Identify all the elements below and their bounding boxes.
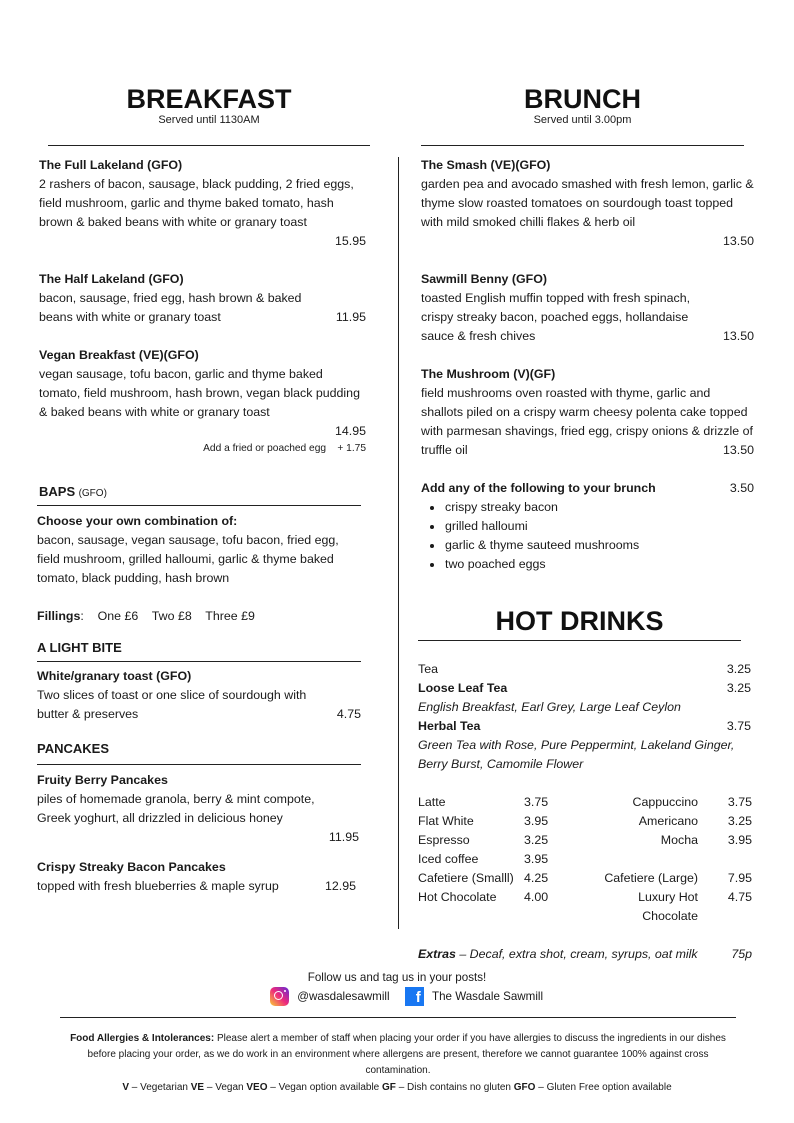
item-price: 11.95 bbox=[328, 830, 359, 844]
addon-label: Add a fried or poached egg bbox=[203, 443, 327, 454]
item-name: The Mushroom (V)(GF) bbox=[421, 367, 556, 381]
drink-price: 3.25 bbox=[727, 814, 752, 828]
drink-name: Americano bbox=[638, 814, 698, 828]
baps-choose: Choose your own combination of: bbox=[37, 514, 238, 528]
key-code: V bbox=[122, 1082, 129, 1093]
social-links bbox=[270, 987, 543, 1006]
item-desc: garden pea and avocado smashed with fresh lemon, garlic & thyme slow roasted tomatoes on sourdough toast topped with mild smoked chilli flakes & herb oil bbox=[421, 177, 754, 229]
drink-name: Cafetiere (Large) bbox=[604, 871, 698, 885]
drink-row bbox=[418, 717, 752, 736]
item-name: The Half Lakeland (GFO) bbox=[39, 272, 184, 286]
fillings-label: Fillings bbox=[37, 609, 81, 623]
drink-name: Luxury Hot Chocolate bbox=[638, 890, 698, 923]
breakfast-title: BREAKFAST bbox=[126, 84, 292, 114]
item-price: 11.95 bbox=[335, 310, 366, 324]
drink-price: 3.75 bbox=[727, 795, 752, 809]
brunch-subtitle: Served until 3.00pm bbox=[533, 114, 632, 126]
item-name: White/granary toast (GFO) bbox=[37, 669, 192, 683]
baps-tag: (GFO) bbox=[78, 488, 107, 499]
drink-name: Espresso bbox=[418, 833, 470, 847]
instagram-icon[interactable] bbox=[270, 987, 289, 1006]
breakfast-addon bbox=[39, 441, 366, 456]
drink-row bbox=[418, 679, 752, 698]
baps-body bbox=[37, 512, 364, 626]
item-price: 12.95 bbox=[324, 879, 356, 893]
breakfast-item bbox=[39, 270, 366, 327]
divider bbox=[48, 145, 370, 146]
divider bbox=[421, 145, 744, 146]
item-desc: toasted English muffin topped with fresh spinach, crispy streaky bacon, poached eggs, hollandaise sauce & fresh chives bbox=[421, 291, 691, 343]
item-price: 14.95 bbox=[334, 424, 366, 438]
drink-name: Latte bbox=[418, 795, 446, 809]
drink-price: 4.25 bbox=[524, 871, 549, 885]
hot-drinks-list bbox=[418, 660, 752, 964]
key-meaning: – Gluten Free option available bbox=[538, 1082, 672, 1093]
addon-price: 3.50 bbox=[729, 481, 754, 495]
brunch-item bbox=[421, 156, 754, 251]
brunch-items bbox=[421, 156, 754, 574]
drink-price: 3.25 bbox=[524, 833, 549, 847]
key-code: GF bbox=[382, 1082, 396, 1093]
brunch-addon-list bbox=[421, 498, 754, 574]
drink-price: 3.25 bbox=[726, 681, 751, 695]
key-code: VEO bbox=[246, 1082, 268, 1093]
item-price: 13.50 bbox=[722, 443, 754, 457]
pancake-item bbox=[37, 858, 361, 896]
extras-row bbox=[418, 945, 752, 964]
brunch-header bbox=[421, 84, 744, 127]
list-item: grilled halloumi bbox=[421, 517, 754, 536]
facebook-icon[interactable]: f bbox=[405, 987, 424, 1006]
item-desc: vegan sausage, tofu bacon, garlic and thyme baked tomato, field mushroom, hash brown, vegan black pudding & baked beans with white or granary toast bbox=[39, 367, 360, 419]
key-code: GFO bbox=[513, 1082, 536, 1093]
drink-desc: Green Tea with Rose, Pure Peppermint, Lakeland Ginger, Berry Burst, Camomile Flower bbox=[418, 738, 735, 771]
divider bbox=[37, 661, 361, 662]
item-price: 15.95 bbox=[334, 234, 366, 248]
allergy-text: Please alert a member of staff when placing your order if you have allergies to discuss the ingredients in our dishes before placing your order, as we do work in an environment where allergens are present, therefore we cannot guarantee 100% against cross contamination. bbox=[87, 1033, 726, 1076]
brunch-title: BRUNCH bbox=[524, 84, 641, 114]
item-desc: piles of homemade granola, berry & mint compote, Greek yoghurt, all drizzled in delicious honey bbox=[37, 792, 315, 825]
baps-title: BAPS bbox=[39, 484, 76, 499]
column-divider bbox=[398, 157, 399, 929]
item-price: 13.50 bbox=[722, 329, 754, 343]
facebook-page[interactable]: The Wasdale Sawmill bbox=[432, 990, 544, 1003]
drink-price: 3.75 bbox=[726, 719, 751, 733]
item-desc: topped with fresh blueberries & maple syrup bbox=[37, 879, 279, 893]
key-meaning: – Vegetarian bbox=[131, 1082, 188, 1093]
baps-fillings: Fillings: One £6 Two £8 Three £9 bbox=[37, 609, 255, 623]
item-desc: field mushrooms oven roasted with thyme, garlic and shallots piled on a crispy warm cheesy polenta cake topped with parmesan shavings, fried egg, crispy onions & drizzle of truffle oil bbox=[421, 386, 753, 457]
divider bbox=[60, 1017, 736, 1018]
item-name: Crispy Streaky Bacon Pancakes bbox=[37, 860, 226, 874]
extras-text: – Decaf, extra shot, cream, syrups, oat milk bbox=[459, 947, 698, 961]
item-desc: Two slices of toast or one slice of sourdough with butter & preserves bbox=[37, 688, 307, 721]
social-prompt: Follow us and tag us in your posts! bbox=[307, 971, 487, 984]
divider bbox=[418, 640, 741, 641]
drink-row bbox=[418, 660, 752, 679]
key-meaning: – Vegan bbox=[206, 1082, 244, 1093]
light-bite-item bbox=[37, 667, 361, 724]
item-name: The Full Lakeland (GFO) bbox=[39, 158, 183, 172]
drink-price: 3.95 bbox=[524, 814, 549, 828]
key-code: VE bbox=[190, 1082, 205, 1093]
baps-header bbox=[39, 483, 107, 502]
item-name: Vegan Breakfast (VE)(GFO) bbox=[39, 348, 199, 362]
item-name: Sawmill Benny (GFO) bbox=[421, 272, 547, 286]
divider bbox=[37, 764, 361, 765]
breakfast-item bbox=[39, 346, 366, 441]
list-item: two poached eggs bbox=[421, 555, 754, 574]
drink-price: 3.95 bbox=[727, 833, 752, 847]
breakfast-header bbox=[48, 84, 370, 127]
drink-name: Cafetiere (Smalll) bbox=[418, 871, 514, 885]
divider bbox=[37, 505, 361, 506]
drink-price: 4.00 bbox=[524, 890, 549, 904]
addon-price: + 1.75 bbox=[337, 443, 366, 454]
extras-label: Extras bbox=[418, 947, 456, 961]
drink-name: Herbal Tea bbox=[418, 719, 481, 733]
breakfast-item bbox=[39, 156, 366, 251]
drink-name: Loose Leaf Tea bbox=[418, 681, 508, 695]
drink-price: 7.95 bbox=[727, 871, 752, 885]
addon-title: Add any of the following to your brunch bbox=[421, 481, 656, 495]
item-price: 4.75 bbox=[336, 707, 361, 721]
drink-price: 3.95 bbox=[524, 852, 549, 866]
drink-price bbox=[712, 850, 752, 869]
extras-price: 75p bbox=[731, 947, 752, 961]
brunch-item bbox=[421, 270, 754, 346]
pancake-items bbox=[37, 771, 361, 896]
breakfast-subtitle: Served until 1130AM bbox=[158, 114, 260, 126]
drink-price: 4.75 bbox=[727, 890, 752, 904]
pancake-item bbox=[37, 771, 361, 847]
allergy-label: Food Allergies & Intolerances: bbox=[70, 1033, 215, 1044]
item-name: Fruity Berry Pancakes bbox=[37, 773, 168, 787]
drink-name: Cappuccino bbox=[632, 795, 698, 809]
hot-drinks-title: HOT DRINKS bbox=[495, 606, 664, 636]
drink-name: Tea bbox=[418, 662, 438, 676]
item-name: The Smash (VE)(GFO) bbox=[421, 158, 551, 172]
key-meaning: – Vegan option available bbox=[270, 1082, 380, 1093]
coffee-grid bbox=[418, 793, 752, 926]
baps-desc: bacon, sausage, vegan sausage, tofu bacon, fried egg, field mushroom, grilled halloumi, garlic & thyme baked tomato, black pudding, hash brown bbox=[37, 533, 339, 585]
instagram-handle[interactable]: @wasdalesawmill bbox=[297, 990, 390, 1003]
allergen-key bbox=[0, 1080, 794, 1096]
pancakes-title: PANCAKES bbox=[37, 741, 109, 756]
drink-name: Flat White bbox=[418, 814, 474, 828]
light-bite-title: A LIGHT BITE bbox=[37, 640, 122, 655]
key-meaning: – Dish contains no gluten bbox=[398, 1082, 511, 1093]
list-item: crispy streaky bacon bbox=[421, 498, 754, 517]
item-desc: 2 rashers of bacon, sausage, black pudding, 2 fried eggs, field mushroom, garlic and thyme baked tomato, hash brown & baked beans with white or granary toast bbox=[39, 177, 354, 229]
brunch-addon-header bbox=[421, 479, 754, 498]
item-price: 13.50 bbox=[722, 234, 754, 248]
drink-name: Hot Chocolate bbox=[418, 890, 497, 904]
drink-price: 3.75 bbox=[524, 795, 549, 809]
breakfast-items bbox=[39, 156, 366, 456]
fillings-options: One £6 Two £8 Three £9 bbox=[97, 609, 255, 623]
drink-name bbox=[584, 850, 712, 869]
drink-desc: English Breakfast, Earl Grey, Large Leaf Ceylon bbox=[418, 700, 681, 714]
item-desc: bacon, sausage, fried egg, hash brown & baked beans with white or granary toast bbox=[39, 291, 302, 324]
allergy-notice bbox=[60, 1031, 736, 1079]
list-item: garlic & thyme sauteed mushrooms bbox=[421, 536, 754, 555]
drink-name: Iced coffee bbox=[418, 852, 479, 866]
brunch-item bbox=[421, 365, 754, 460]
drink-price: 3.25 bbox=[726, 662, 751, 676]
drink-name: Mocha bbox=[660, 833, 698, 847]
